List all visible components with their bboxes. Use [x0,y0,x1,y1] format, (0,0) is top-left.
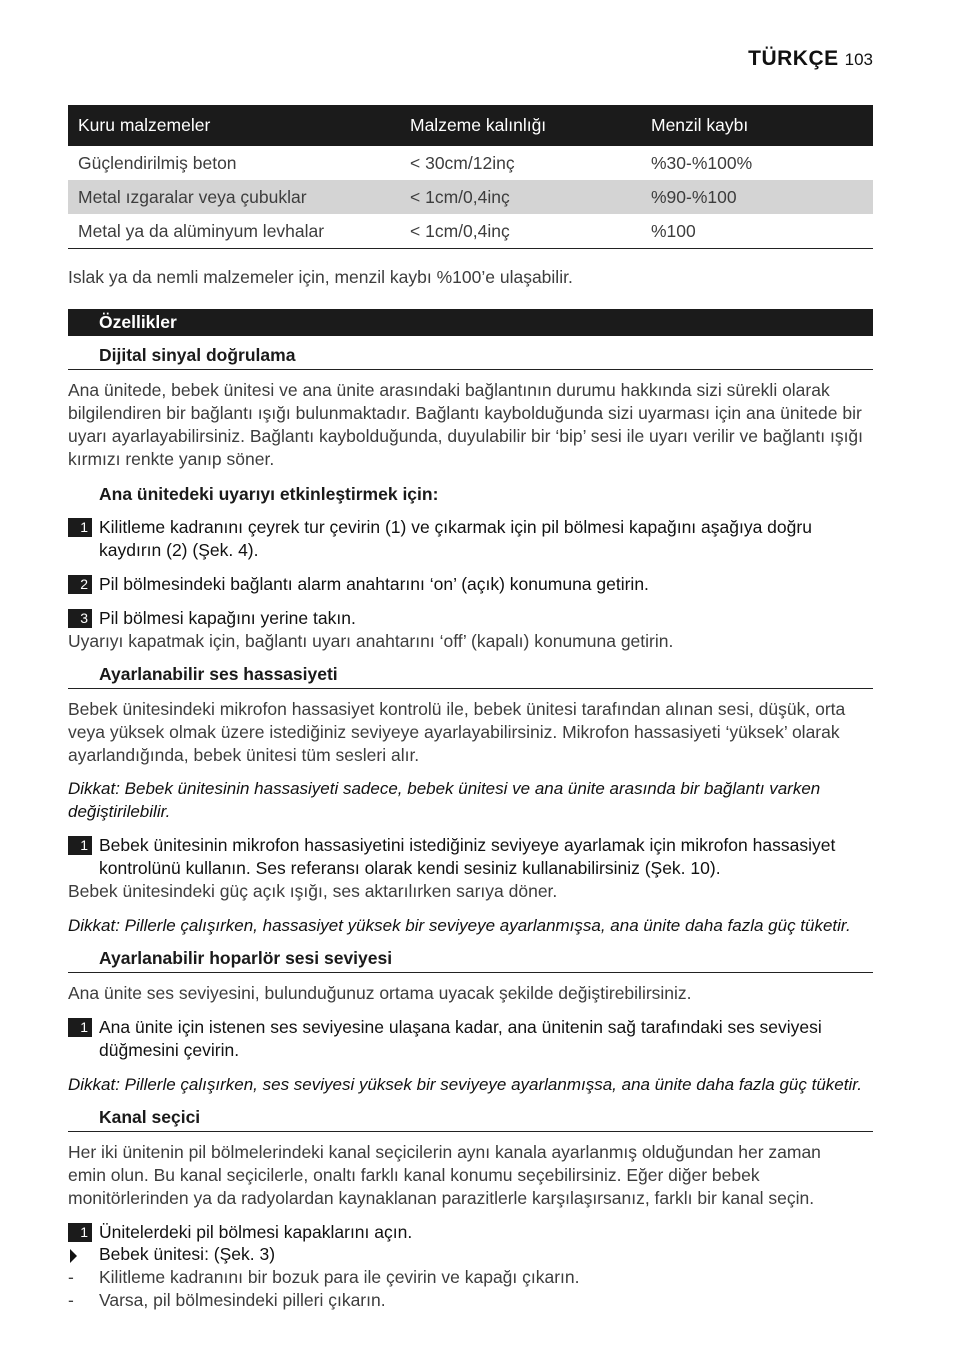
table-cell: < 1cm/0,4inç [400,180,641,214]
paragraph-sensitivity [68,698,873,767]
step-number: 1 [68,836,92,855]
bullet-text: Varsa, pil bölmesindeki pilleri çıkarın. [99,1290,386,1310]
step-text: düğmesini çevirin. [99,1040,240,1060]
table-cell: %30-%100% [651,152,753,173]
text-line: Bebek ünitesindeki mikrofon hassasiyet kontrolü ile, bebek ünitesi tarafından alınan sesi, düşük, orta [68,699,846,719]
dash-list-item [68,1267,580,1288]
table-row [68,180,873,214]
subsection-title: Ayarlanabilir hoparlör sesi seviyesi [99,948,393,968]
instruction-heading: Ana ünitedeki uyarıyı etkinleştirmek için: [99,484,439,504]
table-cell: < 1cm/0,4inç [400,214,641,249]
caution-note: Dikkat: Pillerle çalışırken, ses seviyesi yüksek bir seviyeye ayarlanmışsa, ana ünite daha fazla güç tüketir. [68,1075,862,1094]
table-cell: %90-%100 [641,180,873,214]
bullet-text: Kilitleme kadranını bir bozuk para ile çevirin ve kapağı çıkarın. [99,1267,580,1287]
column-header: Kuru malzemeler [68,105,400,146]
text-line: ayarlandığında, bebek ünitesi tüm sesleri alır. [68,745,420,765]
text-line: Dikkat: Bebek ünitesinin hassasiyeti sadece, bebek ünitesi ve ana ünite arasında bir bağlantı varken [68,779,821,798]
step-text: kaydırın (2) (Şek. 4). [99,540,259,560]
step-text: Pil bölmesi kapağını yerine takın. [99,608,356,628]
step-text: Pil bölmesindeki bağlantı alarm anahtarını ‘on’ (açık) konumuna getirin. [99,574,649,594]
text-line: değiştirilebilir. [68,802,171,821]
table-cell: < 30cm/12inç [410,152,515,173]
paragraph-channel-selector [68,1141,873,1210]
caution-note [68,777,873,823]
caution-note: Dikkat: Pillerle çalışırken, hassasiyet yüksek bir seviyeye ayarlanmışsa, ana ünite daha fazla güç tüketir. [68,916,851,935]
bullet-text: Bebek ünitesi: (Şek. 3) [99,1244,276,1264]
subsection-heading-digital-signal [68,345,873,370]
subsection-title: Kanal seçici [99,1107,201,1127]
language-label: TÜRKÇE [748,47,839,70]
dash-bullet-icon: - [68,1290,74,1310]
paragraph-digital-signal [68,379,873,471]
step-followup: Uyarıyı kapatmak için, bağlantı uyarı anahtarını ‘off’ (kapalı) konumuna getirin. [68,631,674,651]
step-text: Ünitelerdeki pil bölmesi kapaklarını açın. [99,1222,413,1242]
dash-list-item [68,1290,386,1311]
table-row [68,214,873,249]
step-number: 1 [68,518,92,537]
subsection-title: Dijital sinyal doğrulama [99,345,296,365]
step-text: Ana ünite için istenen ses seviyesine ulaşana kadar, ana ünitenin sağ tarafındaki ses seviyesi [99,1017,822,1037]
table-row [68,146,873,180]
step-number: 2 [68,575,92,594]
table-header-row [68,105,873,146]
sub-bullet [68,1244,275,1265]
step-number: 1 [68,1223,92,1242]
section-title-bar [68,309,873,336]
text-line: Her iki ünitenin pil bölmelerindeki kanal seçicilerin aynı kanala ayarlanmış olduğundan her zaman [68,1142,821,1162]
step-number: 3 [68,609,92,628]
numbered-step [68,834,873,880]
dash-bullet-icon: - [68,1267,74,1287]
triangle-bullet-icon [70,1249,77,1263]
materials-table [68,105,873,249]
table-cell: Metal ya da alüminyum levhalar [68,214,400,249]
section-title: Özellikler [99,312,177,332]
text-line: bilgilendiren bir bağlantı ışığı bulunmaktadır. Bağlantı kaybolduğunda sizi uyarması için ana ünitede bir [68,403,862,423]
step-text: Bebek ünitesinin mikrofon hassasiyetini istediğiniz seviyeye ayarlamak için mikrofon hassasiyet [99,835,836,855]
subsection-heading-channel-selector [68,1107,873,1132]
text-line: kırmızı renkte yanıp söner. [68,449,275,469]
page-header [748,47,873,71]
subsection-title: Ayarlanabilir ses hassasiyeti [99,664,338,684]
text-line: veya yüksek olmak üzere istediğiniz seviyeye ayarlayabilirsiniz. Mikrofon hassasiyeti ‘yüksek’ olarak [68,722,840,742]
numbered-step [68,1221,873,1244]
paragraph-speaker-volume: Ana ünite ses seviyesini, bulunduğunuz ortama uyacak şekilde değiştirebilirsiniz. [68,983,692,1003]
text-line: monitörlerinden ya da radyolardan kaynaklanan parazitlerle karşılaşırsanız, farklı bir kanal seçin. [68,1188,815,1208]
table-cell: %100 [641,214,873,249]
wet-materials-note: Islak ya da nemli malzemeler için, menzil kaybı %100’e ulaşabilir. [68,267,573,287]
table-cell: Güçlendirilmiş beton [78,152,237,173]
step-number: 1 [68,1018,92,1037]
table-cell: Metal ızgaralar veya çubuklar [68,180,400,214]
numbered-step [68,1016,873,1062]
page-number: 103 [844,50,873,69]
step-followup: Bebek ünitesindeki güç açık ışığı, ses aktarılırken sarıya döner. [68,881,558,901]
step-text: kontrolünü kullanın. Ses referansı olarak kendi sesiniz kullanabilirsiniz (Şek. 10). [99,858,721,878]
numbered-step [68,607,873,630]
text-line: emin olun. Bu kanal seçicilerle, onaltı farklı kanal konumu seçebilirsiniz. Eğer diğer bebek [68,1165,760,1185]
subsection-heading-speaker-volume [68,948,873,973]
column-header: Malzeme kalınlığı [400,105,641,146]
subsection-heading-sensitivity [68,664,873,689]
numbered-step [68,516,873,562]
numbered-step [68,573,873,596]
step-text: Kilitleme kadranını çeyrek tur çevirin (1) ve çıkarmak için pil bölmesi kapağını aşağıya doğru [99,517,812,537]
text-line: uyarı ayarlayabilirsiniz. Bağlantı kaybolduğunda, duyulabilir bir ‘bip’ sesi ile uyarı verilir ve bağlantı ışığı [68,426,864,446]
text-line: Ana ünitede, bebek ünitesi ve ana ünite arasındaki bağlantının durumu hakkında sizi sürekli olarak [68,380,830,400]
column-header: Menzil kaybı [641,105,873,146]
